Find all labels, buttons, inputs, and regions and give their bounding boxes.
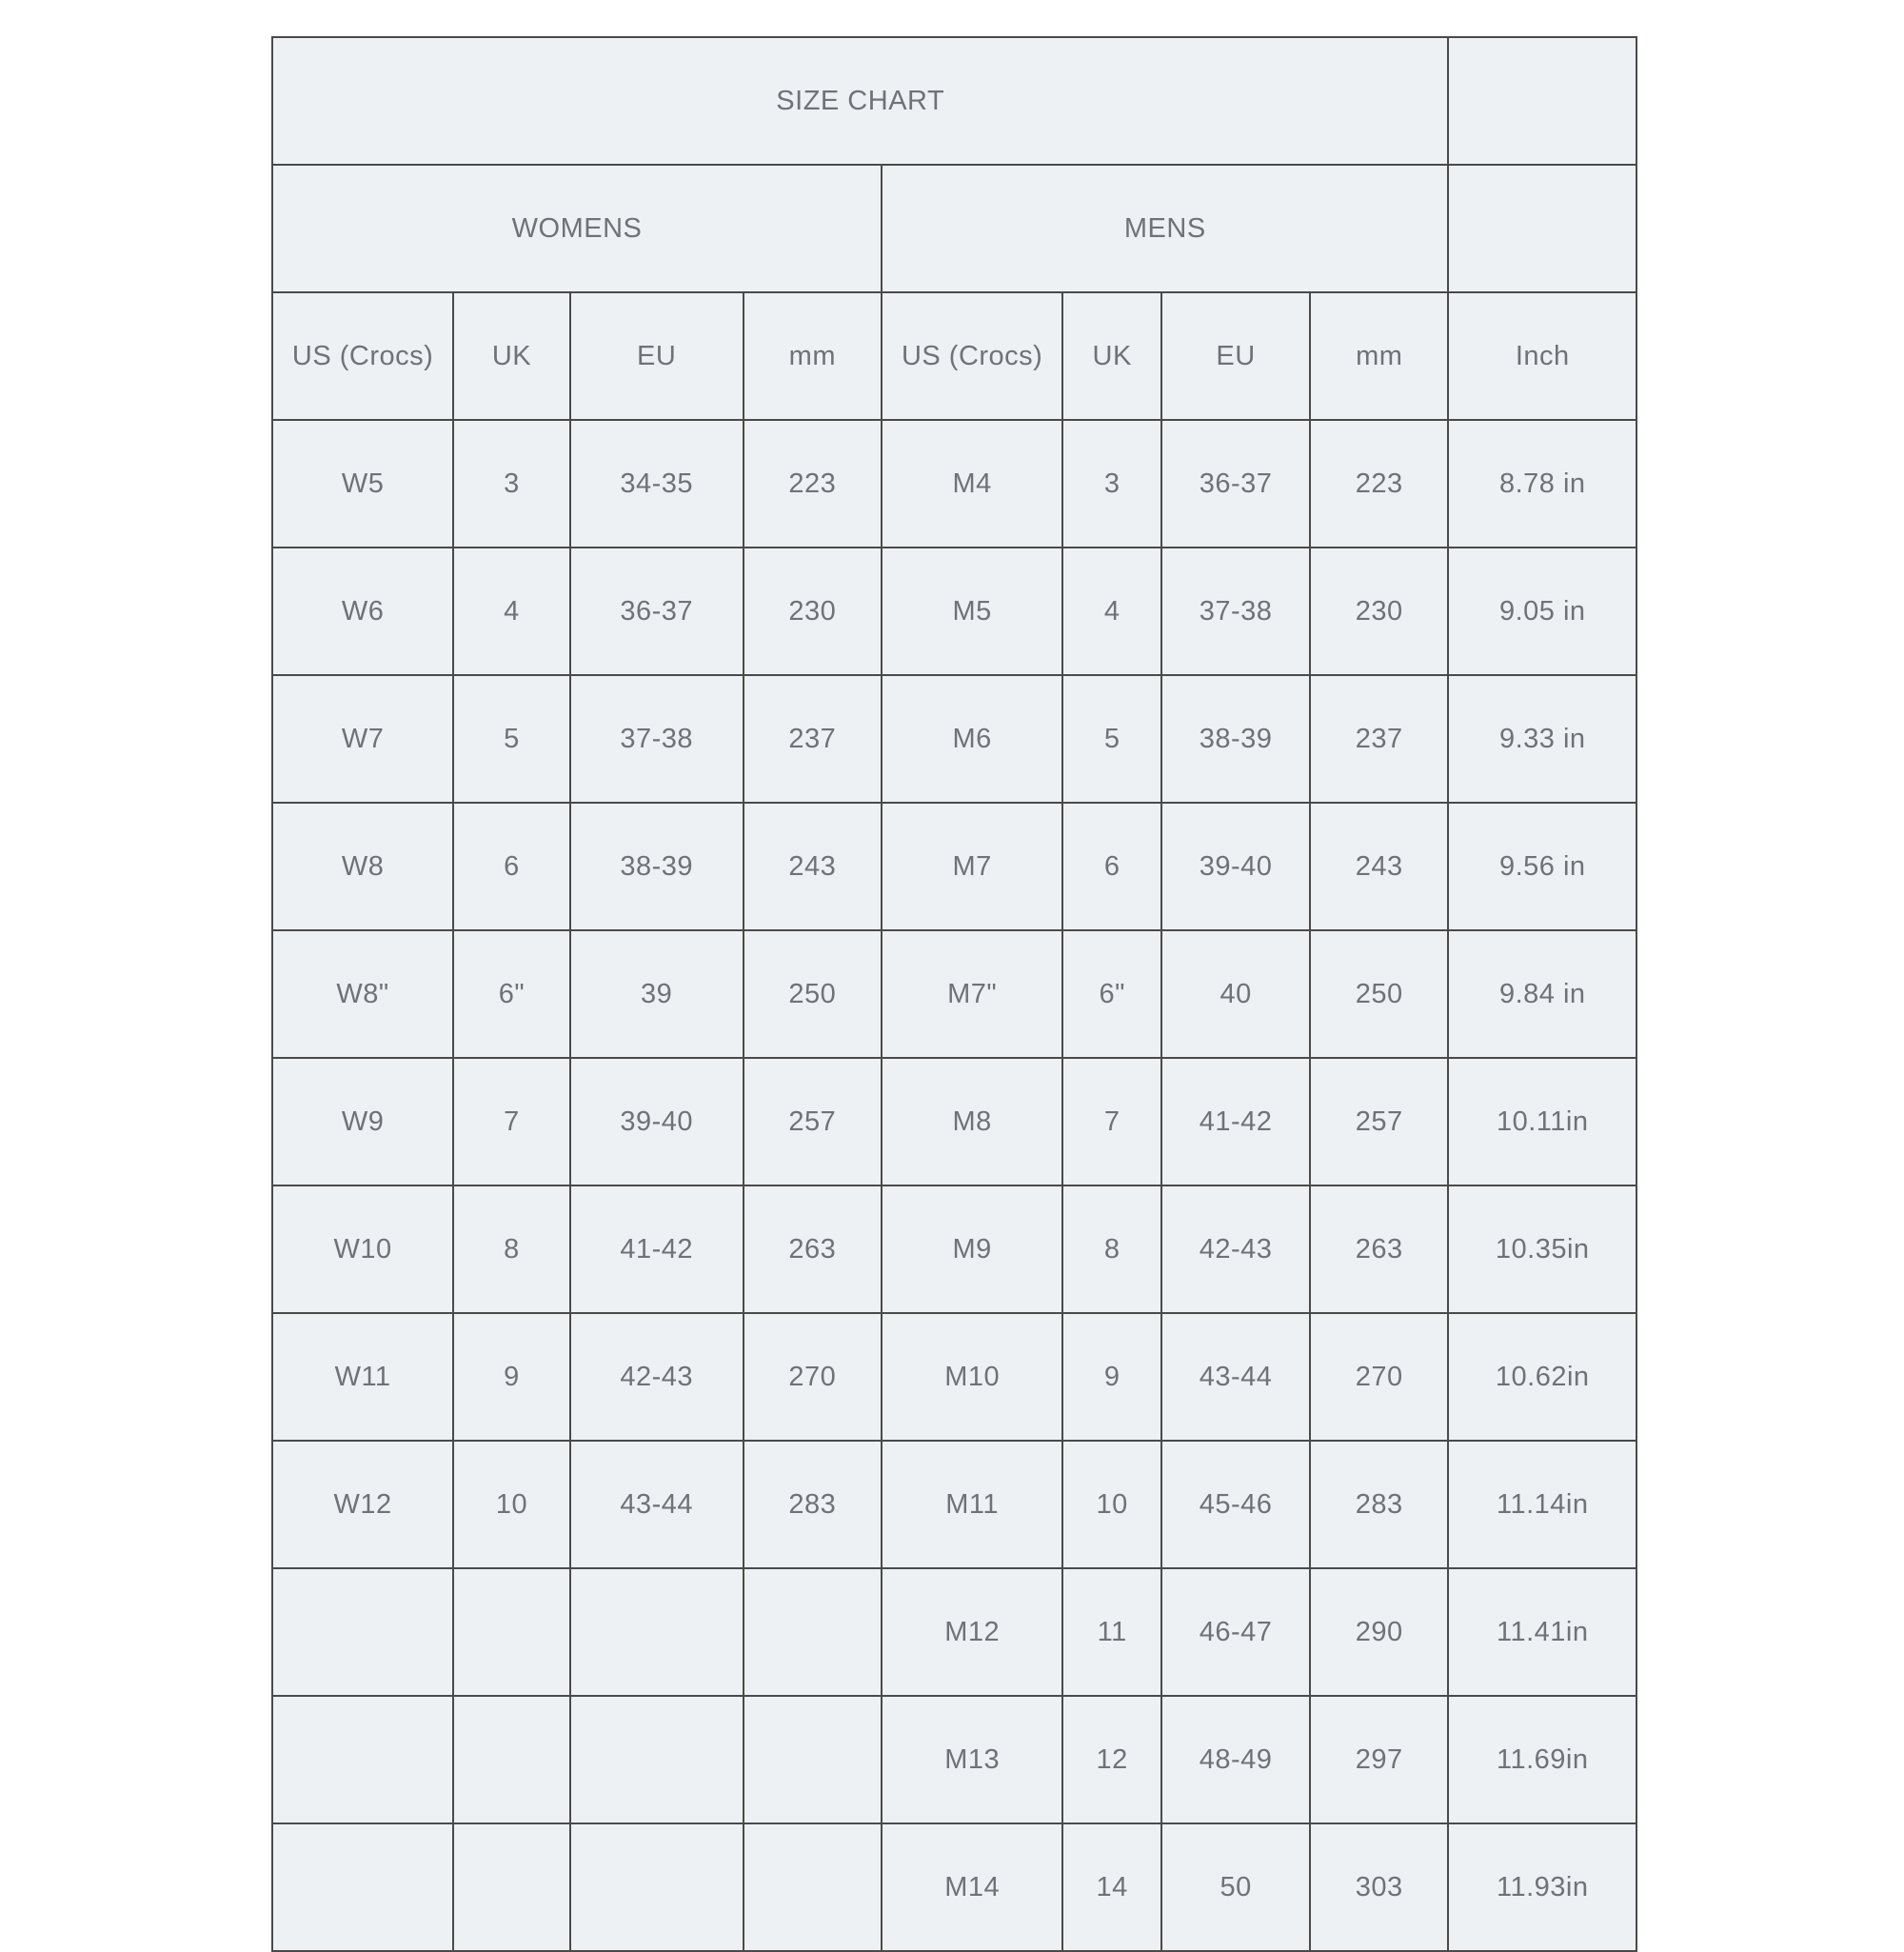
cell-womens-mm: 223 xyxy=(744,420,882,548)
cell-mens-us: M13 xyxy=(882,1696,1062,1823)
cell-mens-uk: 7 xyxy=(1062,1058,1161,1185)
cell-mens-uk: 6" xyxy=(1062,930,1161,1058)
cell-inch: 11.93in xyxy=(1448,1823,1636,1951)
cell-womens-eu xyxy=(570,1568,744,1696)
cell-mens-eu: 38-39 xyxy=(1161,675,1310,803)
cell-mens-us: M9 xyxy=(882,1185,1062,1313)
cell-mens-uk: 3 xyxy=(1062,420,1161,548)
cell-inch: 11.69in xyxy=(1448,1696,1636,1823)
cell-womens-us: W8 xyxy=(272,803,453,930)
cell-inch: 9.05 in xyxy=(1448,548,1636,675)
cell-womens-eu xyxy=(570,1823,744,1951)
cell-womens-uk: 8 xyxy=(453,1185,570,1313)
cell-inch: 11.14in xyxy=(1448,1441,1636,1568)
cell-womens-eu: 39-40 xyxy=(570,1058,744,1185)
cell-womens-uk: 5 xyxy=(453,675,570,803)
column-header-womens-us: US (Crocs) xyxy=(272,292,453,420)
table-row xyxy=(272,1696,1636,1823)
cell-womens-us: W7 xyxy=(272,675,453,803)
cell-womens-mm: 270 xyxy=(744,1313,882,1441)
cell-inch: 9.84 in xyxy=(1448,930,1636,1058)
cell-mens-eu: 46-47 xyxy=(1161,1568,1310,1696)
column-header-womens-eu: EU xyxy=(570,292,744,420)
cell-mens-us: M11 xyxy=(882,1441,1062,1568)
cell-mens-us: M6 xyxy=(882,675,1062,803)
cell-mens-mm: 257 xyxy=(1310,1058,1448,1185)
cell-mens-eu: 45-46 xyxy=(1161,1441,1310,1568)
cell-mens-eu: 48-49 xyxy=(1161,1696,1310,1823)
cell-mens-eu: 36-37 xyxy=(1161,420,1310,548)
table-row xyxy=(272,1185,1636,1313)
size-chart-container xyxy=(271,36,1637,1902)
cell-womens-eu: 38-39 xyxy=(570,803,744,930)
cell-womens-eu: 39 xyxy=(570,930,744,1058)
cell-womens-eu xyxy=(570,1696,744,1823)
title-row-spacer xyxy=(1448,37,1636,165)
cell-womens-mm: 237 xyxy=(744,675,882,803)
column-header-mens-uk: UK xyxy=(1062,292,1161,420)
cell-womens-mm: 243 xyxy=(744,803,882,930)
cell-womens-uk xyxy=(453,1568,570,1696)
cell-womens-eu: 42-43 xyxy=(570,1313,744,1441)
cell-womens-us: W11 xyxy=(272,1313,453,1441)
cell-inch: 11.41in xyxy=(1448,1568,1636,1696)
cell-womens-us xyxy=(272,1696,453,1823)
cell-womens-uk: 6" xyxy=(453,930,570,1058)
table-row xyxy=(272,675,1636,803)
cell-inch: 9.33 in xyxy=(1448,675,1636,803)
cell-mens-uk: 12 xyxy=(1062,1696,1161,1823)
cell-mens-eu: 42-43 xyxy=(1161,1185,1310,1313)
column-header-mens-mm: mm xyxy=(1310,292,1448,420)
table-title-row xyxy=(272,37,1636,165)
cell-womens-us: W8" xyxy=(272,930,453,1058)
cell-womens-uk xyxy=(453,1823,570,1951)
cell-mens-us: M8 xyxy=(882,1058,1062,1185)
table-row xyxy=(272,1313,1636,1441)
cell-mens-mm: 237 xyxy=(1310,675,1448,803)
column-header-womens-mm: mm xyxy=(744,292,882,420)
cell-mens-uk: 14 xyxy=(1062,1823,1161,1951)
cell-mens-mm: 230 xyxy=(1310,548,1448,675)
column-header-mens-us: US (Crocs) xyxy=(882,292,1062,420)
table-row xyxy=(272,803,1636,930)
column-header-womens-uk: UK xyxy=(453,292,570,420)
cell-womens-uk: 9 xyxy=(453,1313,570,1441)
cell-womens-us: W6 xyxy=(272,548,453,675)
cell-womens-uk xyxy=(453,1696,570,1823)
cell-mens-mm: 303 xyxy=(1310,1823,1448,1951)
cell-womens-eu: 37-38 xyxy=(570,675,744,803)
cell-womens-uk: 4 xyxy=(453,548,570,675)
cell-womens-mm xyxy=(744,1568,882,1696)
cell-womens-uk: 6 xyxy=(453,803,570,930)
cell-inch: 10.62in xyxy=(1448,1313,1636,1441)
cell-inch: 8.78 in xyxy=(1448,420,1636,548)
cell-mens-eu: 40 xyxy=(1161,930,1310,1058)
cell-womens-us: W12 xyxy=(272,1441,453,1568)
cell-inch: 10.11in xyxy=(1448,1058,1636,1185)
cell-mens-mm: 223 xyxy=(1310,420,1448,548)
cell-womens-eu: 34-35 xyxy=(570,420,744,548)
cell-mens-uk: 8 xyxy=(1062,1185,1161,1313)
cell-womens-uk: 7 xyxy=(453,1058,570,1185)
table-row xyxy=(272,1568,1636,1696)
cell-mens-mm: 243 xyxy=(1310,803,1448,930)
cell-womens-mm: 257 xyxy=(744,1058,882,1185)
cell-mens-eu: 43-44 xyxy=(1161,1313,1310,1441)
cell-womens-eu: 43-44 xyxy=(570,1441,744,1568)
cell-womens-mm xyxy=(744,1823,882,1951)
cell-mens-uk: 6 xyxy=(1062,803,1161,930)
cell-mens-us: M10 xyxy=(882,1313,1062,1441)
cell-womens-us xyxy=(272,1823,453,1951)
cell-mens-mm: 297 xyxy=(1310,1696,1448,1823)
cell-womens-mm: 250 xyxy=(744,930,882,1058)
cell-womens-mm xyxy=(744,1696,882,1823)
cell-mens-us: M5 xyxy=(882,548,1062,675)
cell-womens-uk: 3 xyxy=(453,420,570,548)
cell-mens-eu: 39-40 xyxy=(1161,803,1310,930)
table-row xyxy=(272,1823,1636,1951)
table-row xyxy=(272,420,1636,548)
cell-womens-us: W10 xyxy=(272,1185,453,1313)
cell-womens-us: W5 xyxy=(272,420,453,548)
cell-womens-mm: 263 xyxy=(744,1185,882,1313)
cell-mens-us: M4 xyxy=(882,420,1062,548)
group-row-spacer xyxy=(1448,165,1636,292)
cell-womens-us: W9 xyxy=(272,1058,453,1185)
cell-inch: 9.56 in xyxy=(1448,803,1636,930)
cell-mens-mm: 263 xyxy=(1310,1185,1448,1313)
cell-mens-eu: 37-38 xyxy=(1161,548,1310,675)
cell-mens-eu: 50 xyxy=(1161,1823,1310,1951)
table-header-row xyxy=(272,292,1636,420)
table-row xyxy=(272,1058,1636,1185)
cell-mens-mm: 270 xyxy=(1310,1313,1448,1441)
cell-womens-mm: 283 xyxy=(744,1441,882,1568)
table-row xyxy=(272,1441,1636,1568)
cell-mens-uk: 9 xyxy=(1062,1313,1161,1441)
chart-title: SIZE CHART xyxy=(272,37,1448,165)
column-header-inch: Inch xyxy=(1448,292,1636,420)
cell-mens-us: M7 xyxy=(882,803,1062,930)
cell-mens-uk: 5 xyxy=(1062,675,1161,803)
cell-womens-us xyxy=(272,1568,453,1696)
cell-mens-uk: 10 xyxy=(1062,1441,1161,1568)
column-header-mens-eu: EU xyxy=(1161,292,1310,420)
cell-womens-eu: 41-42 xyxy=(570,1185,744,1313)
cell-womens-mm: 230 xyxy=(744,548,882,675)
size-chart-table xyxy=(271,36,1637,1952)
cell-womens-eu: 36-37 xyxy=(570,548,744,675)
cell-mens-us: M14 xyxy=(882,1823,1062,1951)
cell-mens-mm: 290 xyxy=(1310,1568,1448,1696)
cell-inch: 10.35in xyxy=(1448,1185,1636,1313)
table-group-row xyxy=(272,165,1636,292)
cell-mens-uk: 11 xyxy=(1062,1568,1161,1696)
cell-mens-mm: 283 xyxy=(1310,1441,1448,1568)
cell-mens-us: M7" xyxy=(882,930,1062,1058)
cell-mens-uk: 4 xyxy=(1062,548,1161,675)
cell-mens-eu: 41-42 xyxy=(1161,1058,1310,1185)
table-row xyxy=(272,548,1636,675)
group-header-mens: MENS xyxy=(882,165,1448,292)
group-header-womens: WOMENS xyxy=(272,165,882,292)
cell-mens-us: M12 xyxy=(882,1568,1062,1696)
table-row xyxy=(272,930,1636,1058)
cell-womens-uk: 10 xyxy=(453,1441,570,1568)
cell-mens-mm: 250 xyxy=(1310,930,1448,1058)
